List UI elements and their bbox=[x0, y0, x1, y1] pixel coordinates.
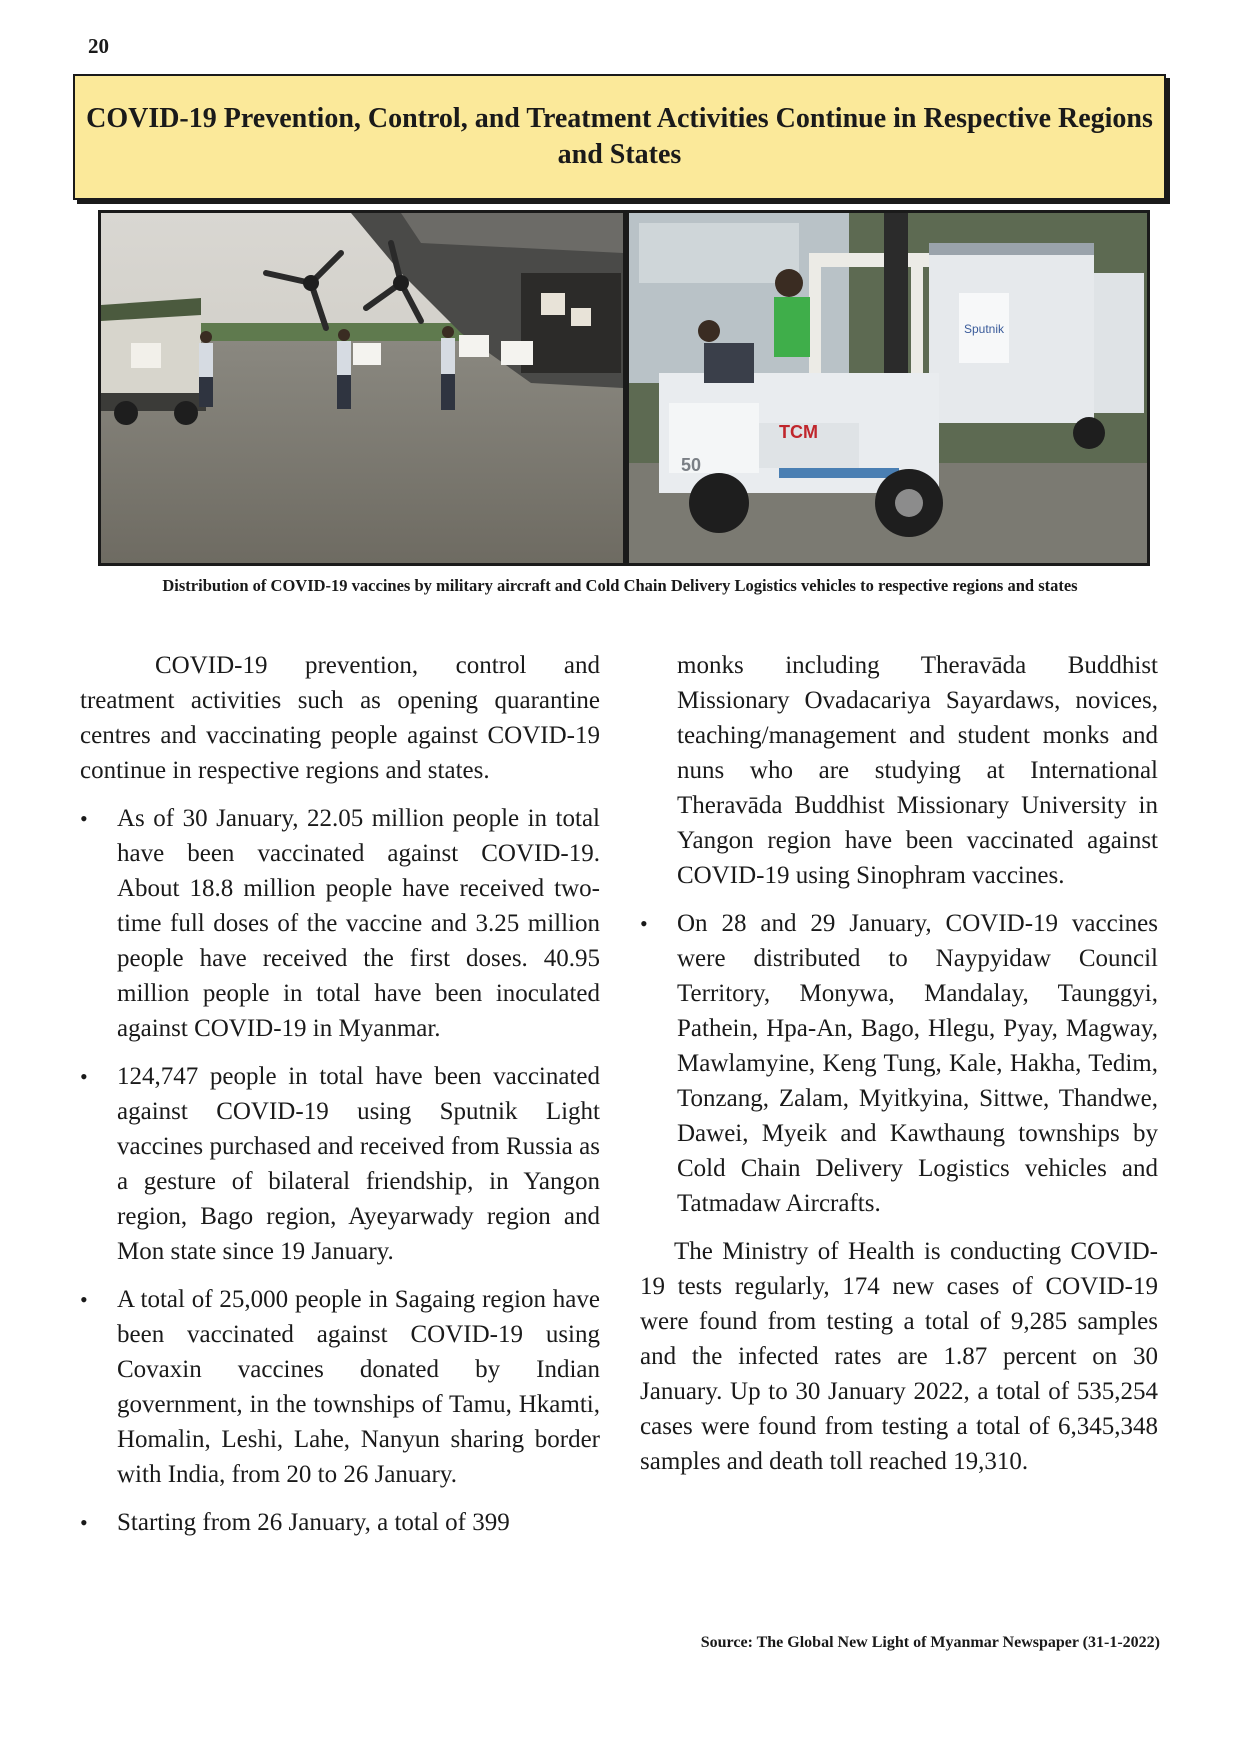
right-column bbox=[640, 648, 1158, 1492]
article-title-box bbox=[73, 74, 1166, 200]
list-item-continuation: monks including Theravāda Buddhist Missionary Ovadacariya Sayardaws, novices, teaching/management and student monks and nuns who are studying at International Theravāda Buddhist Missionary University in Yangon region have been vaccinated against COVID-19 using Sinophram vaccines. bbox=[677, 652, 1158, 889]
source-citation: Source: The Global New Light of Myanmar Newspaper (31-1-2022) bbox=[700, 1634, 1160, 1651]
svg-text:Sputnik: Sputnik bbox=[964, 322, 1005, 336]
svg-text:TCM: TCM bbox=[779, 422, 818, 442]
military-aircraft-photo bbox=[101, 213, 623, 563]
left-column bbox=[80, 648, 600, 1553]
list-item: • 124,747 people in total have been vaccinated against COVID-19 using Sputnik Light vaccines purchased and received from Russia as a gesture of bilateral friendship, in Yangon region, Bago region, Ayeyarwady region and Mon state since 19 January. bbox=[80, 1059, 600, 1269]
bullet-list-left bbox=[80, 801, 600, 1540]
list-item: • A total of 25,000 people in Sagaing region have been vaccinated against COVID-19 using Covaxin vaccines donated by Indian government, in the townships of Tamu, Hkamti, Homalin, Leshi, Lahe, Nanyun sharing border with India, from 20 to 26 January. bbox=[80, 1282, 600, 1492]
photo-caption: Distribution of COVID-19 vaccines by military aircraft and Cold Chain Delivery Logistics vehicles to respective regions and states bbox=[162, 576, 1078, 595]
cold-chain-truck-photo bbox=[629, 213, 1147, 563]
bullet-list-right bbox=[640, 648, 1158, 1221]
article-title: COVID-19 Prevention, Control, and Treatment Activities Continue in Respective Regions and States bbox=[86, 103, 1153, 170]
photo-frame bbox=[98, 210, 1150, 566]
list-item: • As of 30 January, 22.05 million people in total have been vaccinated against COVID-19. About 18.8 million people have received two-time full doses of the vaccine and 3.25 million people have received the first doses. 40.95 million people in total have been inoculated against COVID-19 in Myanmar. bbox=[80, 801, 600, 1046]
list-item: • Starting from 26 January, a total of 399 bbox=[80, 1505, 600, 1540]
page-number: 20 bbox=[88, 34, 109, 58]
list-item: • On 28 and 29 January, COVID-19 vaccines were distributed to Naypyidaw Council Territory, Monywa, Mandalay, Taunggyi, Pathein, Hpa-An, Bago, Hlegu, Pyay, Magway, Mawlamyine, Keng Tung, Kale, Hakha, Tedim, Tonzang, Zalam, Myitkyina, Sittwe, Thandwe, Dawei, Myeik and Kawthaung townships by Cold Chain Delivery Logistics vehicles and Tatmadaw Aircrafts. bbox=[640, 906, 1158, 1221]
closing-paragraph: The Ministry of Health is conducting COVID-19 tests regularly, 174 new cases of COVID-19 were found from testing a total of 9,285 samples and the infected rates are 1.87 percent on 30 January. Up to 30 January 2022, a total of 535,254 cases were found from testing a total of 6,345,348 samples and death toll reached 19,310. bbox=[640, 1238, 1158, 1475]
intro-paragraph: COVID-19 prevention, control and treatment activities such as opening quarantine centres and vaccinating people against COVID-19 continue in respective regions and states. bbox=[80, 652, 600, 784]
svg-text:50: 50 bbox=[681, 455, 702, 475]
